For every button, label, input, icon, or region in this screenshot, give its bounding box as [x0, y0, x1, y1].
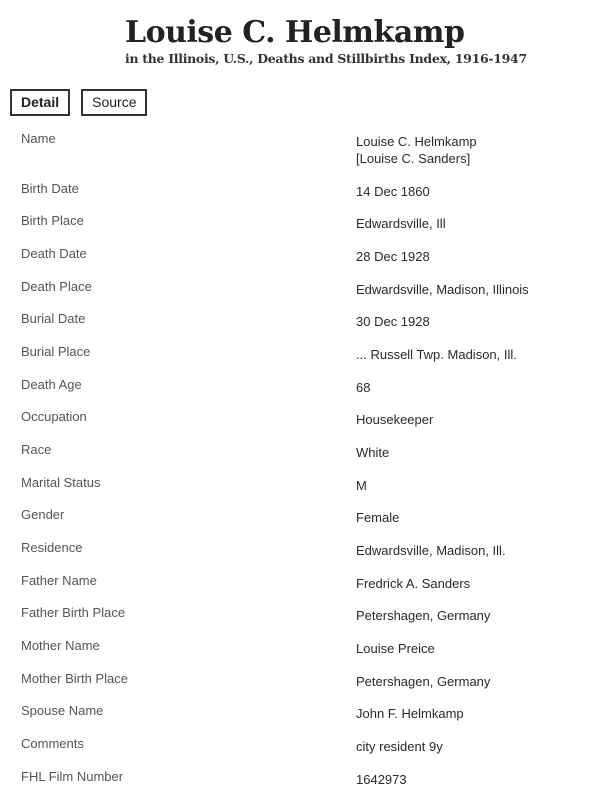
- field-label: Father Birth Place: [21, 605, 126, 620]
- field-label: Race: [21, 442, 52, 457]
- record-header: [125, 14, 527, 67]
- field-label: Marital Status: [21, 475, 101, 490]
- page-title: Louise C. Helmkamp: [125, 15, 465, 50]
- field-label: Birth Date: [21, 181, 79, 196]
- field-label: FHL Film Number: [21, 769, 124, 784]
- field-label: Comments: [21, 736, 84, 751]
- field-value: Petershagen, Germany: [356, 608, 491, 623]
- field-value: city resident 9y: [356, 739, 443, 754]
- field-label: Death Date: [21, 246, 87, 261]
- name-primary: Louise C. Helmkamp: [356, 134, 477, 149]
- field-label: Death Place: [21, 279, 92, 294]
- field-label: Burial Place: [21, 344, 91, 359]
- field-label: Gender: [21, 507, 65, 522]
- tab-detail[interactable]: Detail: [10, 89, 70, 116]
- field-label: Death Age: [21, 377, 82, 392]
- field-value: John F. Helmkamp: [356, 706, 464, 721]
- field-value: 30 Dec 1928: [356, 314, 430, 329]
- field-label: Birth Place: [21, 213, 84, 228]
- field-value: M: [356, 478, 367, 493]
- field-value: Female: [356, 510, 400, 525]
- field-value: 68: [356, 380, 371, 395]
- field-label: Spouse Name: [21, 703, 104, 718]
- field-value: Edwardsville, Ill: [356, 216, 446, 231]
- field-value: Louise Preice: [356, 641, 435, 656]
- field-value: Housekeeper: [356, 412, 434, 427]
- field-label: Name: [21, 131, 56, 146]
- field-label: Occupation: [21, 409, 87, 424]
- field-value: 1642973: [356, 772, 407, 787]
- field-label: Residence: [21, 540, 83, 555]
- field-value: 14 Dec 1860: [356, 184, 430, 199]
- field-value: Edwardsville, Madison, Ill.: [356, 543, 506, 558]
- field-label: Burial Date: [21, 311, 86, 326]
- field-label: Mother Birth Place: [21, 671, 128, 686]
- field-label: Mother Name: [21, 638, 100, 653]
- field-value: ... Russell Twp. Madison, Ill.: [356, 347, 517, 362]
- record-tabs: [10, 89, 147, 116]
- field-value: White: [356, 445, 390, 460]
- field-value: [356, 133, 477, 167]
- field-value: Fredrick A. Sanders: [356, 576, 471, 591]
- tab-source[interactable]: Source: [81, 89, 147, 116]
- field-value: 28 Dec 1928: [356, 249, 430, 264]
- name-alternate: [Louise C. Sanders]: [356, 151, 471, 166]
- field-label: Father Name: [21, 573, 97, 588]
- field-value: Edwardsville, Madison, Illinois: [356, 282, 529, 297]
- field-value: Petershagen, Germany: [356, 674, 491, 689]
- collection-subtitle: in the Illinois, U.S., Deaths and Stillbirths Index, 1916-1947: [125, 51, 527, 66]
